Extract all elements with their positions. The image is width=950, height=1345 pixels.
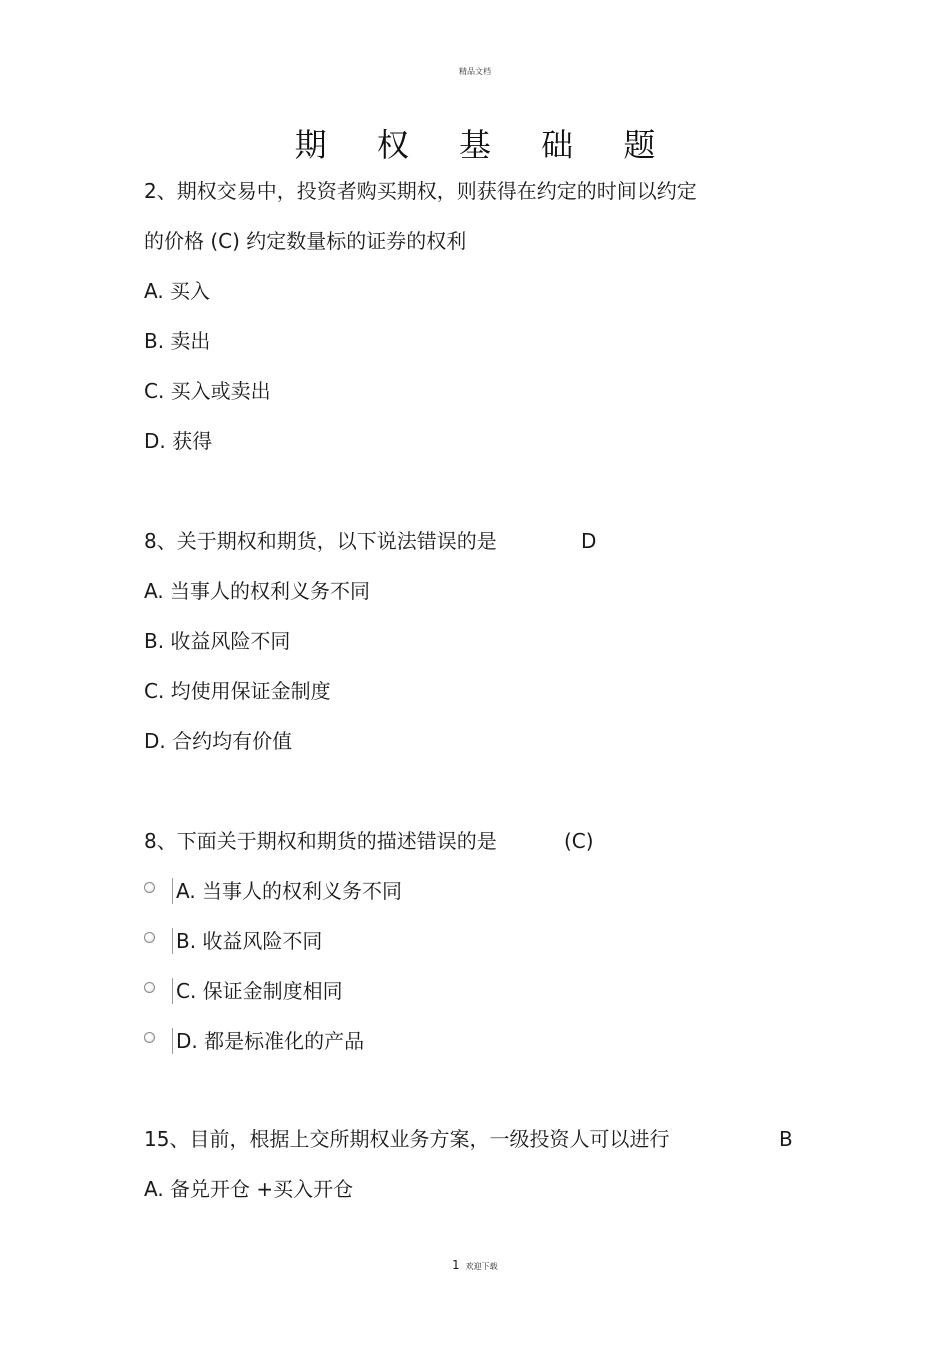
- question-2-option-b: B. 收益风险不同: [144, 629, 291, 653]
- question-3-option-c: C. 保证金制度相同: [176, 979, 343, 1003]
- option-divider: [172, 928, 173, 954]
- question-1-option-c: C. 买入或卖出: [144, 379, 271, 403]
- page-footer: [452, 1258, 498, 1272]
- question-3-option-b-row[interactable]: [144, 928, 322, 958]
- radio-button-icon[interactable]: [144, 982, 155, 993]
- question-2-option-d: D. 合约均有价值: [144, 729, 293, 753]
- option-divider: [172, 878, 173, 904]
- question-3-option-d: D. 都是标准化的产品: [176, 1029, 365, 1053]
- question-3-option-c-row[interactable]: [144, 978, 343, 1008]
- radio-button-icon[interactable]: [144, 932, 155, 943]
- question-3-option-a: A. 当事人的权利义务不同: [176, 879, 403, 903]
- question-2-option-a: A. 当事人的权利义务不同: [144, 579, 371, 603]
- question-2-stem: 8、关于期权和期货，以下说法错误的是: [144, 529, 497, 553]
- option-divider: [172, 978, 173, 1004]
- question-3-option-b: B. 收益风险不同: [176, 929, 323, 953]
- radio-button-icon[interactable]: [144, 882, 155, 893]
- option-divider: [172, 1028, 173, 1054]
- header-note: 精品文档: [459, 67, 491, 76]
- question-4-option-a: A. 备兑开仓 +买入开仓: [144, 1177, 354, 1201]
- question-4-answer: B: [779, 1127, 793, 1151]
- question-3-option-a-row[interactable]: [144, 878, 402, 908]
- question-3-option-d-row[interactable]: [144, 1028, 364, 1058]
- radio-button-icon[interactable]: [144, 1032, 155, 1043]
- question-1-option-b: B. 卖出: [144, 329, 211, 353]
- question-1-option-d: D. 获得: [144, 429, 213, 453]
- question-2-answer: D: [581, 529, 597, 553]
- question-2-option-c: C. 均使用保证金制度: [144, 679, 331, 703]
- question-3-answer: (C): [564, 829, 594, 853]
- footer-text: 欢迎下载: [465, 1262, 498, 1271]
- page-title: 期 权 基 础 题: [294, 126, 676, 164]
- question-4-stem: 15、目前，根据上交所期权业务方案，一级投资人可以进行: [144, 1127, 670, 1151]
- question-3-stem: 8、下面关于期权和期货的描述错误的是: [144, 829, 497, 853]
- question-1-option-a: A. 买入: [144, 279, 211, 303]
- page-number: 1: [452, 1258, 460, 1272]
- question-1-stem-line-2: 的价格 (C) 约定数量标的证券的权利: [144, 229, 467, 253]
- question-1-stem-line-1: 2、期权交易中，投资者购买期权，则获得在约定的时间以约定: [144, 179, 697, 203]
